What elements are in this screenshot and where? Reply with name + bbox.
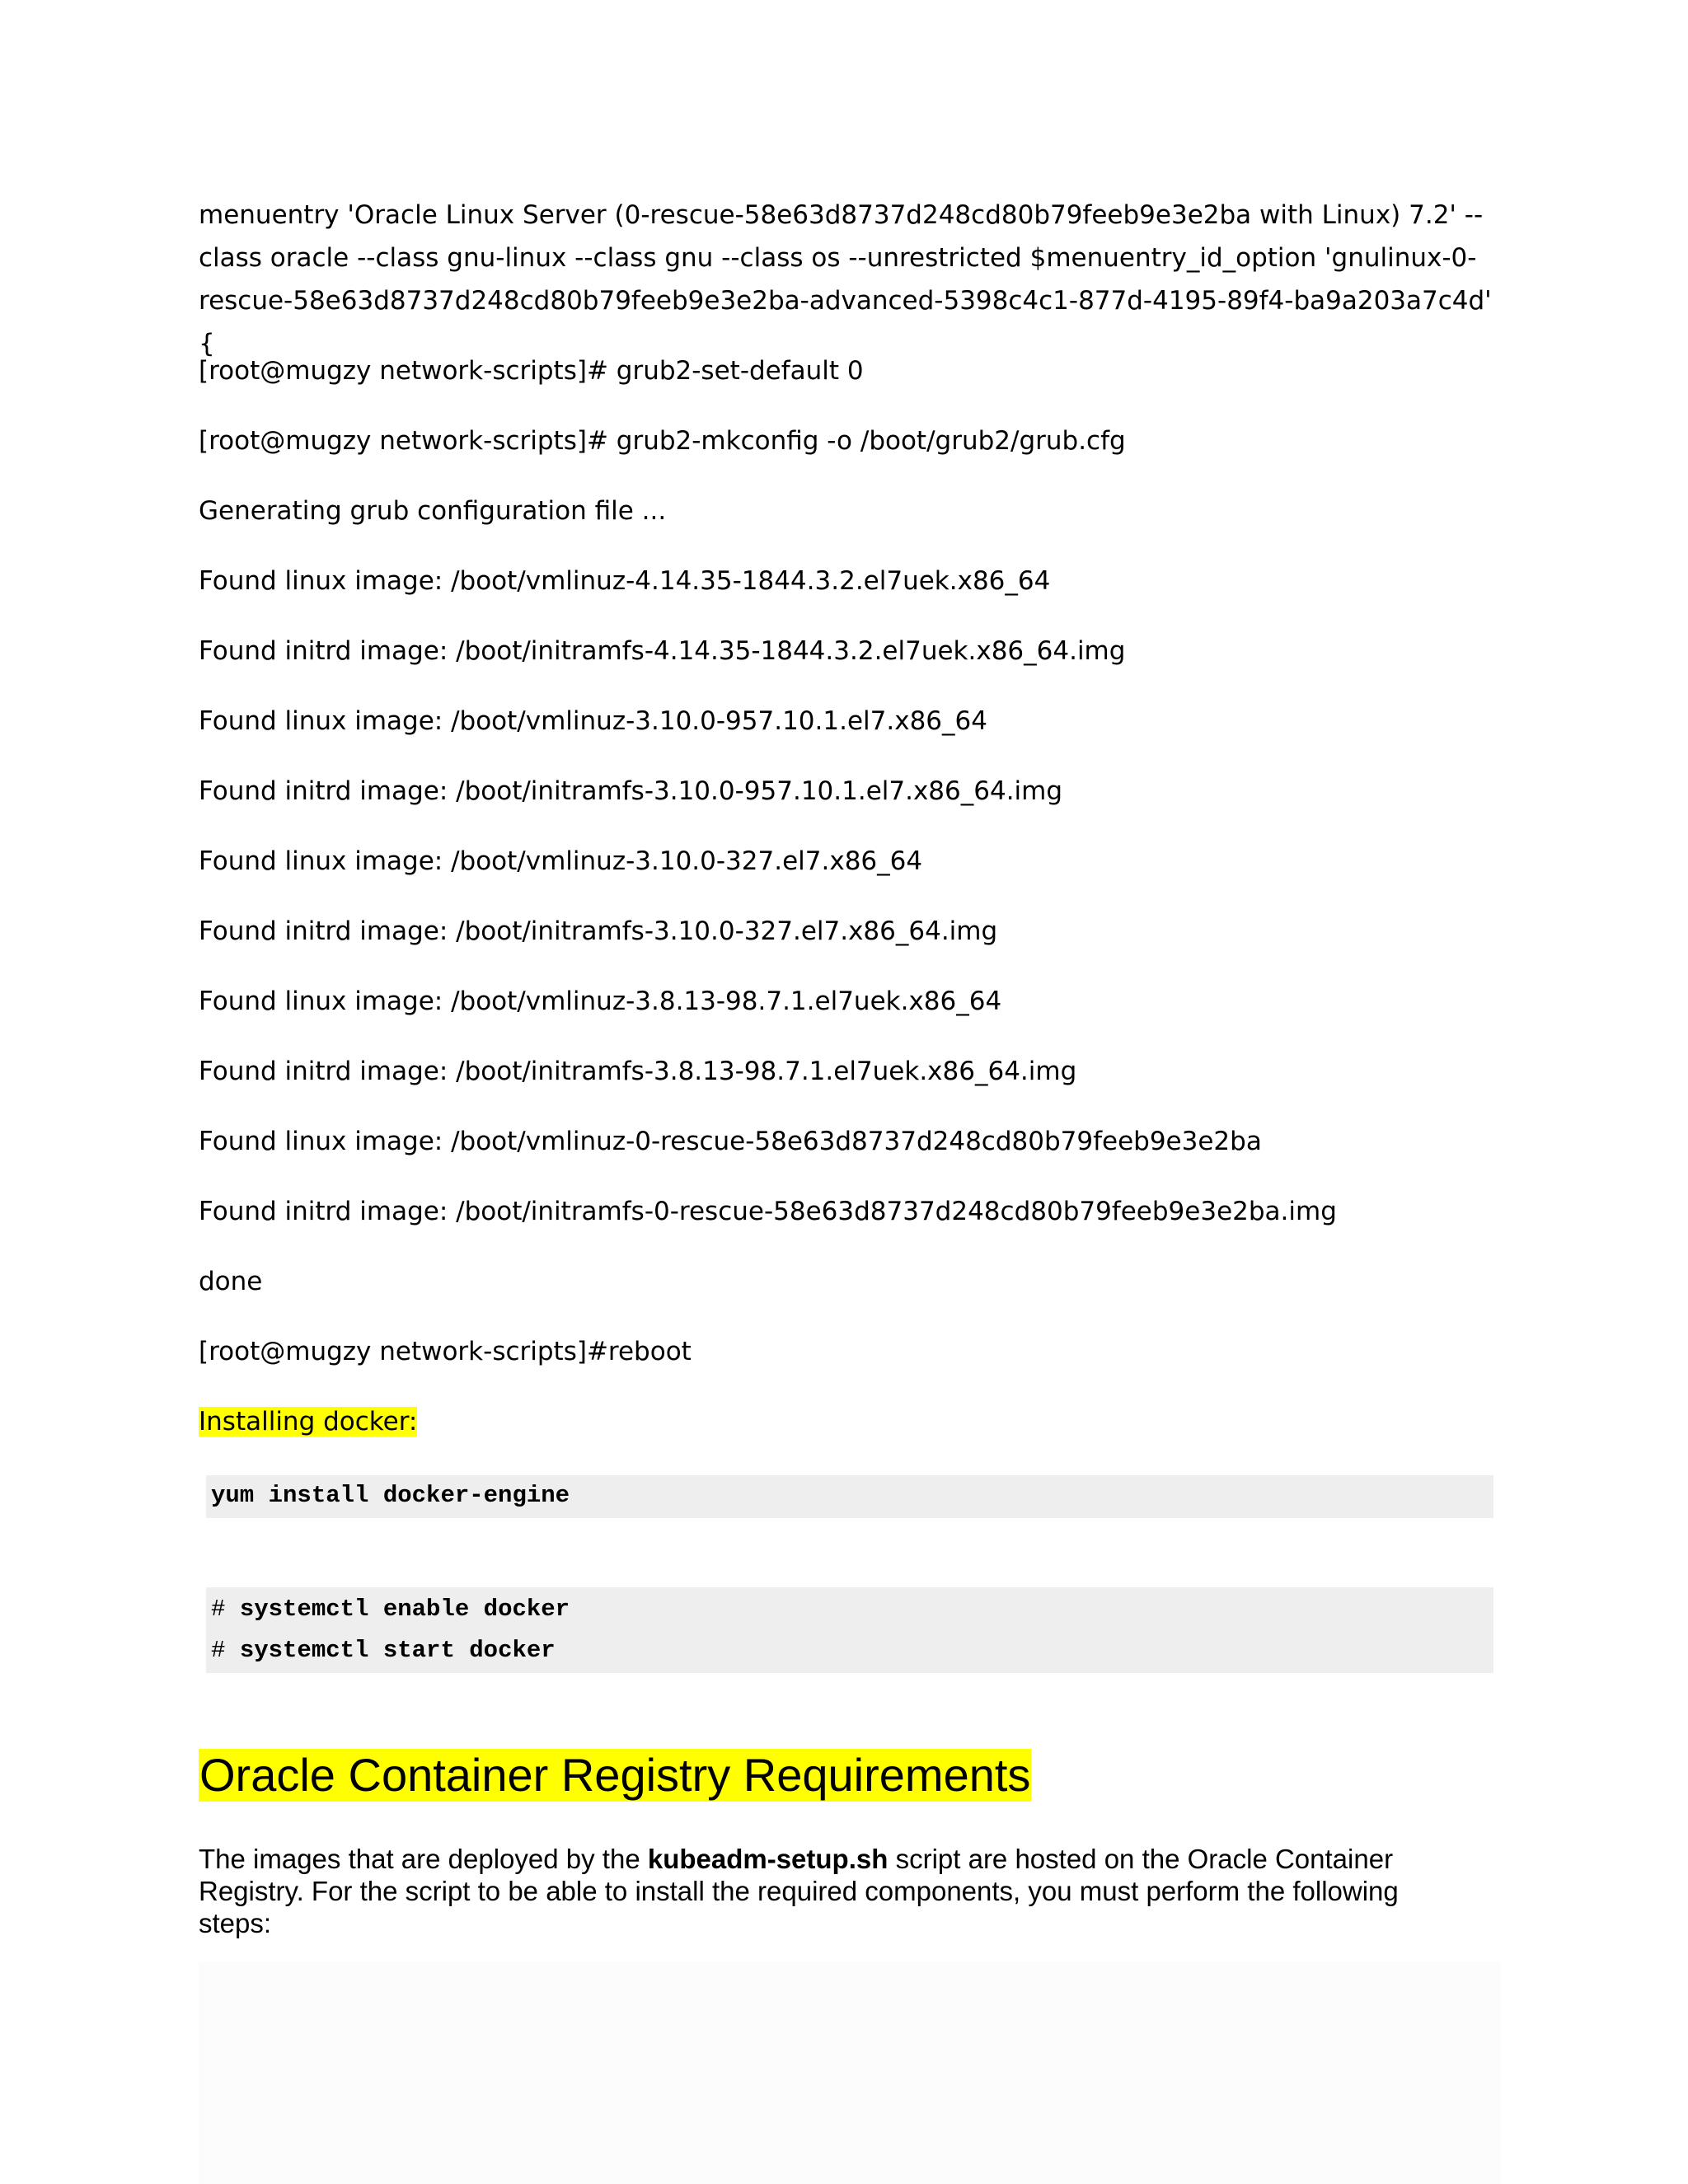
found-image-line: Found linux image: /boot/vmlinuz-3.10.0-327.el7.x86_64	[199, 846, 923, 876]
done-line: done	[199, 1267, 263, 1296]
generating-line: Generating grub configuration file ...	[199, 496, 667, 526]
grub-set-default-line: [root@mugzy network-scripts]# grub2-set-default 0	[199, 356, 864, 386]
found-image-line: Found initrd image: /boot/initramfs-0-rescue-58e63d8737d248cd80b79feeb9e3e2ba.img	[199, 1197, 1337, 1226]
found-image-line: Found linux image: /boot/vmlinuz-0-rescue-58e63d8737d248cd80b79feeb9e3e2ba	[199, 1127, 1262, 1156]
found-image-line: Found linux image: /boot/vmlinuz-3.8.13-98.7.1.el7uek.x86_64	[199, 987, 1002, 1016]
prompt-symbol: #	[211, 1596, 226, 1623]
code-block-yum	[206, 1475, 1493, 1518]
requirements-paragraph	[199, 1843, 1451, 1939]
code-command: systemctl start docker	[239, 1637, 556, 1664]
code-block-systemctl	[206, 1587, 1493, 1673]
paragraph-text: script are hosted on the Oracle Container Registry. For the script to be able to install the required components, you must perform the following steps:	[199, 1844, 1399, 1938]
reboot-line: [root@mugzy network-scripts]#reboot	[199, 1337, 692, 1366]
section-heading: Oracle Container Registry Requirements	[199, 1749, 1031, 1801]
code-line: yum install docker-engine	[211, 1482, 570, 1509]
faint-shaded-region	[199, 1961, 1501, 2184]
found-image-line: Found linux image: /boot/vmlinuz-3.10.0-957.10.1.el7.x86_64	[199, 706, 987, 736]
code-line	[206, 1630, 1493, 1671]
paragraph-text: The images that are deployed by the	[199, 1844, 648, 1874]
found-image-line: Found initrd image: /boot/initramfs-4.14.35-1844.3.2.el7uek.x86_64.img	[199, 636, 1126, 666]
found-image-line: Found initrd image: /boot/initramfs-3.10.0-957.10.1.el7.x86_64.img	[199, 776, 1063, 806]
prompt-symbol: #	[211, 1637, 226, 1664]
code-command: systemctl enable docker	[239, 1596, 570, 1623]
found-image-line: Found initrd image: /boot/initramfs-3.10.0-327.el7.x86_64.img	[199, 916, 998, 946]
grub-mkconfig-line: [root@mugzy network-scripts]# grub2-mkconfig -o /boot/grub2/grub.cfg	[199, 426, 1126, 456]
menuentry-text: menuentry 'Oracle Linux Server (0-rescue-58e63d8737d248cd80b79feeb9e3e2ba with Linux) 7.2' --class oracle --class gnu-linux --class gnu --class os --unrestricted $menuentry_id_option 'gnulinux-0-rescue-58e63d8737d248cd80b79feeb9e3e2ba-advanced-5398c4c1-877d-4195-89f4-ba9a203a7c4d' {	[199, 200, 1492, 359]
found-image-line: Found linux image: /boot/vmlinuz-4.14.35-1844.3.2.el7uek.x86_64	[199, 566, 1051, 596]
installing-docker-highlight: Installing docker:	[199, 1407, 418, 1436]
script-name: kubeadm-setup.sh	[647, 1844, 889, 1874]
code-line	[206, 1589, 1493, 1630]
found-image-line: Found initrd image: /boot/initramfs-3.8.13-98.7.1.el7uek.x86_64.img	[199, 1057, 1077, 1086]
installing-docker-label	[199, 1400, 1501, 1443]
